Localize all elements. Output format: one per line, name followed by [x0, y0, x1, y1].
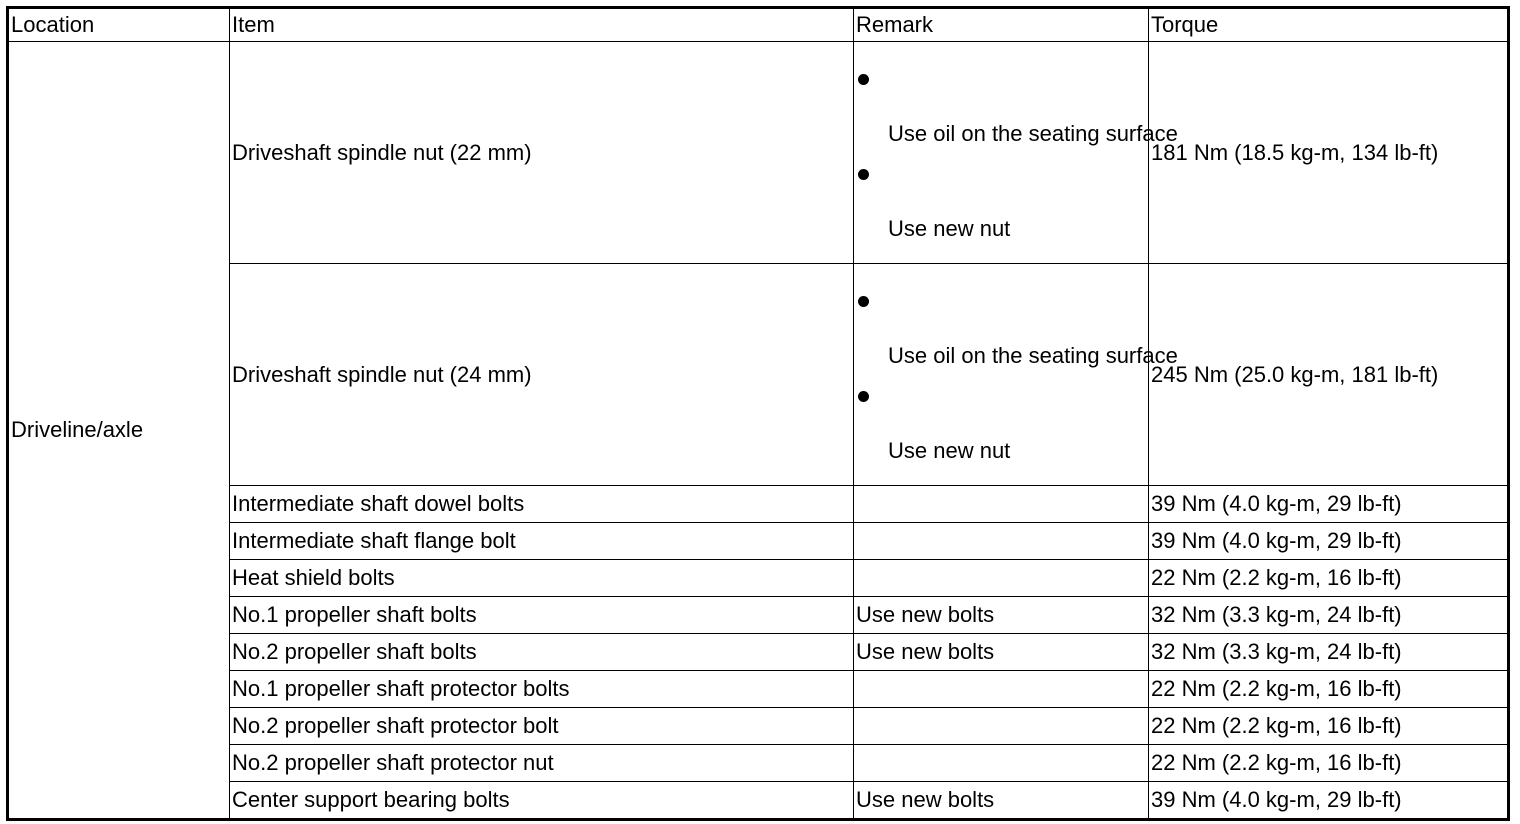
table-row	[8, 634, 1509, 671]
table-row	[8, 42, 1509, 264]
remark-cell	[854, 745, 1149, 782]
header-location: Location	[8, 8, 230, 42]
item-cell: Intermediate shaft flange bolt	[230, 523, 854, 560]
list-item	[856, 296, 1178, 371]
remark-cell: Use new bolts	[854, 634, 1149, 671]
table-row	[8, 708, 1509, 745]
table-row	[8, 264, 1509, 486]
list-item	[856, 391, 1146, 466]
remark-cell	[854, 523, 1149, 560]
remark-cell	[854, 42, 1178, 264]
item-cell: Center support bearing bolts	[230, 782, 854, 820]
torque-cell: 32 Nm (3.3 kg-m, 24 lb-ft)	[1149, 597, 1509, 634]
torque-cell: 22 Nm (2.2 kg-m, 16 lb-ft)	[1149, 671, 1509, 708]
remark-cell	[854, 708, 1149, 745]
remark-cell	[854, 264, 1178, 486]
table-row	[8, 745, 1509, 782]
list-item	[856, 169, 1146, 244]
item-cell: No.2 propeller shaft protector nut	[230, 745, 854, 782]
remark-cell	[854, 560, 1149, 597]
torque-cell: 32 Nm (3.3 kg-m, 24 lb-ft)	[1149, 634, 1509, 671]
torque-spec-table	[6, 6, 1510, 821]
bullet-icon	[858, 74, 869, 85]
torque-cell: 181 Nm (18.5 kg-m, 134 lb-ft)	[1149, 42, 1509, 264]
remark-cell: Use new bolts	[854, 597, 1149, 634]
table-row	[8, 671, 1509, 708]
header-remark: Remark	[854, 8, 1149, 42]
location-cell: Driveline/axle	[8, 42, 230, 820]
remark-cell: Use new bolts	[854, 782, 1149, 820]
table-row	[8, 523, 1509, 560]
torque-cell: 245 Nm (25.0 kg-m, 181 lb-ft)	[1149, 264, 1509, 486]
item-cell: No.2 propeller shaft bolts	[230, 634, 854, 671]
item-cell: Driveshaft spindle nut (24 mm)	[230, 264, 854, 486]
item-cell: No.2 propeller shaft protector bolt	[230, 708, 854, 745]
table-row	[8, 560, 1509, 597]
remark-text: Use oil on the seating surface	[888, 120, 1178, 146]
table-row	[8, 782, 1509, 820]
remark-text: Use new nut	[888, 215, 1011, 241]
header-torque: Torque	[1149, 8, 1509, 42]
header-row	[8, 8, 1509, 42]
torque-cell: 39 Nm (4.0 kg-m, 29 lb-ft)	[1149, 782, 1509, 820]
item-cell: No.1 propeller shaft protector bolts	[230, 671, 854, 708]
header-item: Item	[230, 8, 854, 42]
remark-cell	[854, 671, 1149, 708]
bullet-icon	[858, 169, 869, 180]
torque-cell: 39 Nm (4.0 kg-m, 29 lb-ft)	[1149, 523, 1509, 560]
torque-cell: 22 Nm (2.2 kg-m, 16 lb-ft)	[1149, 560, 1509, 597]
table-row	[8, 486, 1509, 523]
item-cell: Intermediate shaft dowel bolts	[230, 486, 854, 523]
bullet-icon	[858, 296, 869, 307]
item-cell: Heat shield bolts	[230, 560, 854, 597]
torque-cell: 39 Nm (4.0 kg-m, 29 lb-ft)	[1149, 486, 1509, 523]
item-cell: Driveshaft spindle nut (22 mm)	[230, 42, 854, 264]
remark-bullet-list	[856, 74, 1178, 244]
remark-text: Use oil on the seating surface	[888, 342, 1178, 368]
remark-cell	[854, 486, 1149, 523]
table-row	[8, 597, 1509, 634]
torque-cell: 22 Nm (2.2 kg-m, 16 lb-ft)	[1149, 745, 1509, 782]
bullet-icon	[858, 391, 869, 402]
remark-text: Use new nut	[888, 437, 1011, 463]
list-item	[856, 74, 1178, 149]
remark-bullet-list	[856, 296, 1178, 466]
torque-cell: 22 Nm (2.2 kg-m, 16 lb-ft)	[1149, 708, 1509, 745]
item-cell: No.1 propeller shaft bolts	[230, 597, 854, 634]
